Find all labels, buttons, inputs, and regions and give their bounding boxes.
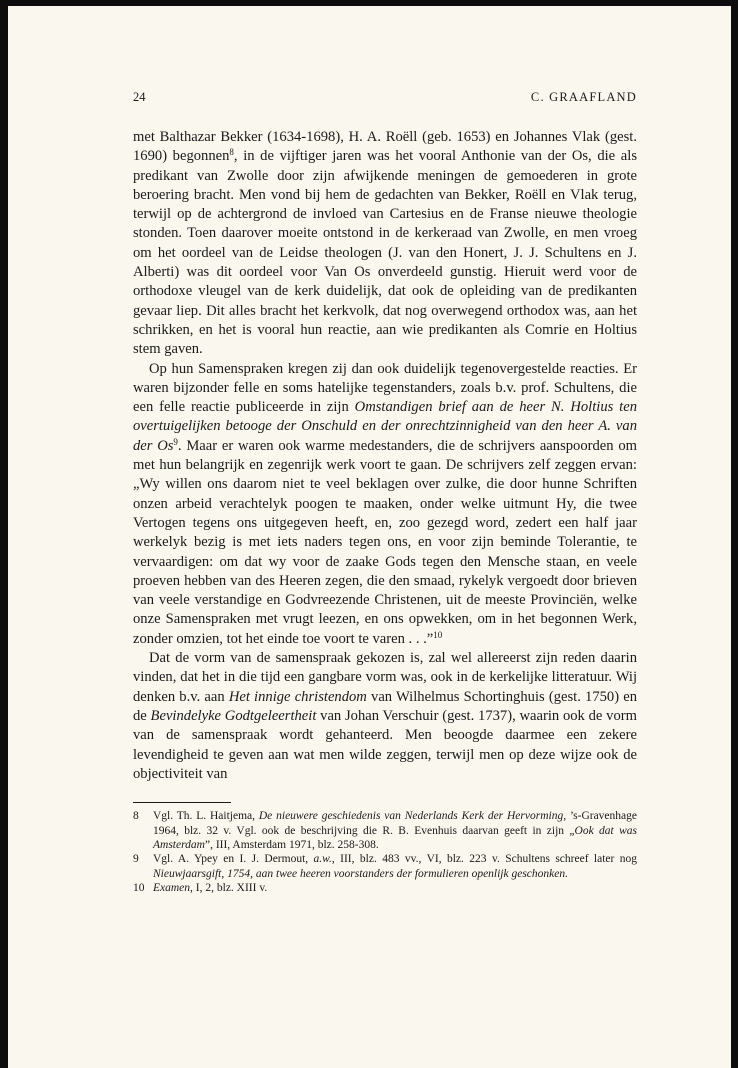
footnote-ref-8[interactable]: 8 xyxy=(229,147,234,158)
footnote-number: 9 xyxy=(133,853,139,866)
book-title-schultens: Omstandigen brief aan de heer N. Holtius ten overtuigelijken betooge der Onschuld en der onrechtzinnigheid van den heer A. van der Os xyxy=(133,399,638,454)
footnote-8 xyxy=(133,809,637,852)
footnote-text: Examen, I, 2, blz. XIII v. xyxy=(153,882,268,895)
body-text xyxy=(133,128,637,784)
footnote-number: 10 xyxy=(133,882,145,895)
paragraph-3-text: Dat de vorm van de samenspraak gekozen is, zal wel allereerst zijn reden daarin vinden, dat het in die tijd een gangbare vorm was, ook in de kerkelijke litteratuur. Wij denken b.v. aan xyxy=(133,650,637,705)
book-title-godtgeleertheit: Bevindelyke Godtgeleertheit xyxy=(150,707,317,724)
paragraph-3-text-c: van Johan Verschuir (gest. 1737), waarin ook de vorm van de samenspraak wordt gehanteerd. Men beoogde daarmee een zekere levendigheid te geven aan wat men wilde zeggen, terwijl men op deze wijze ook de objectiviteit van xyxy=(133,707,637,782)
scan-border-right xyxy=(731,0,738,1068)
footnote-10 xyxy=(133,881,637,895)
footnote-rule xyxy=(133,802,231,803)
footnote-ref-9[interactable]: 9 xyxy=(173,436,178,447)
paragraph-2 xyxy=(133,360,637,649)
paragraph-1-text: met Balthazar Bekker (1634-1698), H. A. Roëll (geb. 1653) en Johannes Vlak (gest. 1690) begonnen xyxy=(133,129,637,165)
paragraph-1-text-cont: , in de vijftiger jaren was het vooral Anthonie van der Os, die als predikant van Zwolle door zijn afwijkende meningen de gemoederen in grote beroering bracht. Men vond bij hem de gedachten van Bekker, Roëll en Vlak terug, terwijl op de achtergrond de invloed van Cartesius en de Franse nieuwe theologie stonden. Toen daarover moeite ontstond in de kerkeraad van Zwolle, en men vroeg om het oordeel van de Leidse theologen (J. van den Honert, J. J. Schultens en J. Alberti) was dit oordeel voor Van Os onverdeeld gunstig. Hieruit werd voor de orthodoxe vleugel van de kerk duidelijk, dat ook de opleiding van de predikanten gevaar liep. Dit alles bracht het kerkvolk, dat nog overwegend orthodox was, aan het schrikken, en het is vooral hun reactie, aan wie predikanten als Comrie en Holtius stem gaven. xyxy=(133,148,637,358)
footnote-ref-10[interactable]: 10 xyxy=(433,629,443,640)
page-number: 24 xyxy=(133,90,146,104)
paragraph-2-text: Op hun Samenspraken kregen zij dan ook duidelijk tegenovergestelde reacties. Er waren bijzonder felle en soms hatelijke tegenstanders, zoals b.v. prof. Schultens, die een felle reactie publiceerde in zijn xyxy=(133,360,637,416)
running-author: C. GRAAFLAND xyxy=(530,90,637,104)
paragraph-3-text-b: van Wilhelmus Schortinghuis (gest. 1750) en de xyxy=(133,688,637,724)
footnote-number: 8 xyxy=(133,810,139,823)
footnote-text: Vgl. Th. L. Haitjema, De nieuwere geschiedenis van Nederlands Kerk der Hervorming, ’s-Gravenhage 1964, blz. 32 v. Vgl. ook de beschrijving die R. B. Evenhuis daarvan geeft in zijn „Ook dat was Amsterdam”, III, Amsterdam 1971, blz. 258-308. xyxy=(153,810,638,851)
running-head xyxy=(133,90,637,110)
page-content xyxy=(133,90,637,896)
footnote-text: Vgl. A. Ypey en I. J. Dermout, a.w., III, blz. 483 vv., VI, blz. 223 v. Schultens schreef later nog Nieuwjaarsgift, 1754, aan twee heeren voorstanders der formulieren openlijk geschonken. xyxy=(153,853,637,880)
book-title-christendom: Het innige christendom xyxy=(228,688,367,705)
paragraph-2-quote: . Maar er waren ook warme medestanders, die de schrijvers aanspoorden om met hun belangrijk en zegenrijk werk voort te gaan. De schrijvers zelf zeggen ervan: „Wy willen ons daarom niet te veel beklagen over zulke, die door hunne Schriften onzen arbeid verachtelyk poogen te maaken, onder welke uitmunt Hy, die twee Vertogen tegens ons uitgegeven heeft, en, zoo gezegd word, zedert een half jaar werkelyk bezig is met iets naders tegen ons, en voor zijn beminde Tolerantie, te vervaardigen: om dat wy voor de zaake Gods tegen den Mensche staan, en veele proeven hebben van des Heeren zegen, die den smaad, rykelyk vergoedt door brieven van veele verstandige en Godvreezende Christenen, uit de meeste Provinciën, welke onze Samenspraken met vrugt leezen, en ons opwekken, om in het begonnen Werk, zonder omzien, tot het einde toe voort te varen . . .” xyxy=(133,437,637,647)
paragraph-3 xyxy=(133,649,637,784)
scan-border-left xyxy=(0,0,8,1068)
paragraph-1 xyxy=(133,128,637,360)
footnote-9 xyxy=(133,852,637,881)
page-sheet xyxy=(8,6,731,1068)
